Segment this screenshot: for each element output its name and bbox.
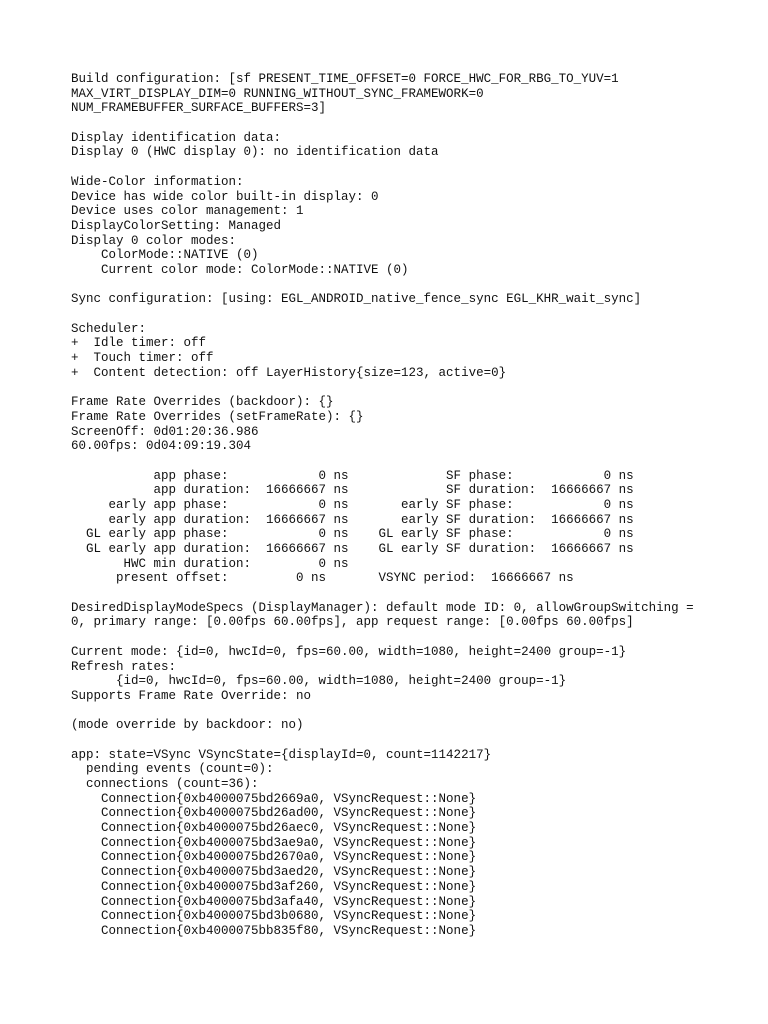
display-color-setting: DisplayColorSetting: Managed — [71, 218, 282, 233]
spacer — [71, 704, 761, 719]
phase-row: GL early app phase: 0 ns GL early SF phase: 0 ns — [71, 527, 634, 542]
color-modes-heading: Display 0 color modes: — [71, 233, 237, 248]
wide-color-management: Device uses color management: 1 — [71, 204, 304, 219]
pending-events-line: pending events (count=0): — [71, 762, 274, 777]
connection-entry: Connection{0xb4000075bd2669a0, VSyncRequest::None} — [71, 791, 477, 806]
color-mode-native: ColorMode::NATIVE (0) — [71, 248, 259, 263]
spacer — [71, 733, 761, 748]
connection-entry: Connection{0xb4000075bd2670a0, VSyncRequest::None} — [71, 850, 477, 865]
connection-entry: Connection{0xb4000075bd3aed20, VSyncRequest::None} — [71, 865, 477, 880]
scheduler-idle-timer: + Idle timer: off — [71, 336, 207, 351]
app-state-line: app: state=VSync VSyncState={displayId=0, count=1142217} — [71, 747, 492, 762]
connection-entry: Connection{0xb4000075bd3af260, VSyncRequest::None} — [71, 879, 477, 894]
phase-row: early app phase: 0 ns early SF phase: 0 ns — [71, 497, 634, 512]
connection-entry: Connection{0xb4000075bd26ad00, VSyncRequest::None} — [71, 806, 477, 821]
phase-row: app phase: 0 ns SF phase: 0 ns — [71, 468, 634, 483]
refresh-rate-entry: {id=0, hwcId=0, fps=60.00, width=1080, height=2400 group=-1} — [71, 674, 567, 689]
connection-entry: Connection{0xb4000075bd3ae9a0, VSyncRequest::None} — [71, 835, 477, 850]
sync-config-line: Sync configuration: [using: EGL_ANDROID_native_fence_sync EGL_KHR_wait_sync] — [71, 292, 642, 307]
display-id-heading: Display identification data: — [71, 130, 282, 145]
phase-row: early app duration: 16666667 ns early SF duration: 16666667 ns — [71, 512, 634, 527]
phase-row: GL early app duration: 16666667 ns GL early SF duration: 16666667 ns — [71, 542, 634, 556]
build-config-line: Build configuration: [sf PRESENT_TIME_OFFSET=0 FORCE_HWC_FOR_RBG_TO_YUV=1 — [71, 72, 619, 86]
spacer — [71, 630, 761, 645]
connection-entry: Connection{0xb4000075bb835f80, VSyncRequest::None} — [71, 923, 477, 938]
refresh-rates-heading: Refresh rates: — [71, 659, 177, 674]
connection-entry: Connection{0xb4000075bd3b0680, VSyncRequest::None} — [71, 909, 477, 924]
frame-rate-override-support: Supports Frame Rate Override: no — [71, 688, 312, 703]
wide-color-heading: Wide-Color information: — [71, 174, 244, 189]
spacer — [71, 586, 761, 601]
scheduler-touch-timer: + Touch timer: off — [71, 351, 214, 366]
desired-mode-line: DesiredDisplayModeSpecs (DisplayManager): default mode ID: 0, allowGroupSwitching = — [71, 600, 694, 615]
spacer — [71, 454, 761, 469]
spacer — [71, 160, 761, 175]
build-config-line: NUM_FRAMEBUFFER_SURFACE_BUFFERS=3] — [71, 101, 327, 116]
spacer — [71, 307, 761, 322]
connection-entry: Connection{0xb4000075bd3afa40, VSyncRequest::None} — [71, 894, 477, 909]
fps-time: 60.00fps: 0d04:09:19.304 — [71, 439, 252, 454]
wide-color-builtin: Device has wide color built-in display: 0 — [71, 189, 379, 204]
current-color-mode: Current color mode: ColorMode::NATIVE (0) — [71, 262, 409, 277]
dumpsys-document — [71, 72, 761, 939]
desired-mode-line: 0, primary range: [0.00fps 60.00fps], app request range: [0.00fps 60.00fps] — [71, 615, 634, 630]
spacer — [71, 278, 761, 293]
scheduler-content-detection: + Content detection: off LayerHistory{size=123, active=0} — [71, 365, 507, 380]
phase-row: HWC min duration: 0 ns — [71, 556, 349, 571]
display-id-value: Display 0 (HWC display 0): no identification data — [71, 145, 439, 160]
scheduler-heading: Scheduler: — [71, 321, 147, 336]
current-mode-line: Current mode: {id=0, hwcId=0, fps=60.00, width=1080, height=2400 group=-1} — [71, 644, 627, 659]
frame-rate-overrides-backdoor: Frame Rate Overrides (backdoor): {} — [71, 395, 334, 410]
frame-rate-overrides-setframerate: Frame Rate Overrides (setFrameRate): {} — [71, 409, 364, 424]
spacer — [71, 116, 761, 131]
spacer — [71, 380, 761, 395]
connection-entry: Connection{0xb4000075bd26aec0, VSyncRequest::None} — [71, 821, 477, 836]
screen-off-time: ScreenOff: 0d01:20:36.986 — [71, 424, 259, 439]
mode-override-line: (mode override by backdoor: no) — [71, 718, 304, 733]
build-config-line: MAX_VIRT_DISPLAY_DIM=0 RUNNING_WITHOUT_SYNC_FRAMEWORK=0 — [71, 86, 484, 101]
phase-row: present offset: 0 ns VSYNC period: 16666667 ns — [71, 571, 574, 586]
phase-row: app duration: 16666667 ns SF duration: 16666667 ns — [71, 483, 634, 498]
connections-heading: connections (count=36): — [71, 777, 259, 791]
